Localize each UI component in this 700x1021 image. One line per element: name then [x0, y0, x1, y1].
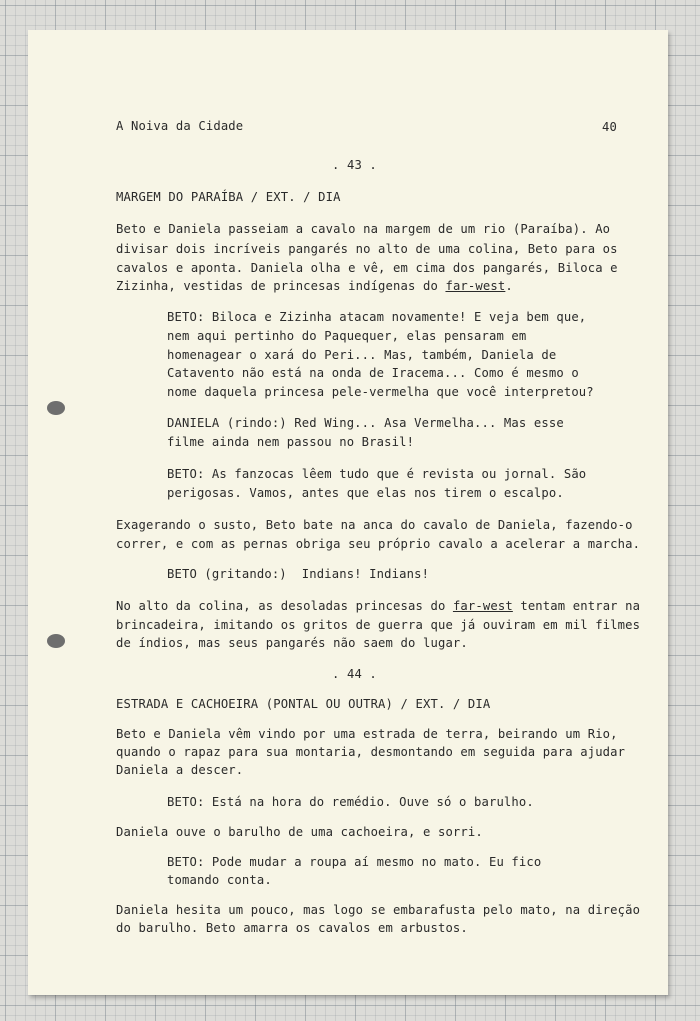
punch-hole — [47, 634, 65, 648]
action-line: Beto e Daniela vêm vindo por uma estrada de terra, beirando um Rio, — [116, 727, 618, 741]
dialogue-line: BETO: As fanzocas lêem tudo que é revista ou jornal. São — [167, 467, 587, 481]
scene-heading: ESTRADA E CACHOEIRA (PONTAL OU OUTRA) / EXT. / DIA — [116, 697, 491, 711]
scene-number: . 43 . — [332, 158, 377, 172]
action-text: Zizinha, vestidas de princesas indígenas do — [116, 279, 446, 293]
dialogue-line: nome daquela princesa pele-vermelha que você interpretou? — [167, 385, 594, 399]
action-text: tentam entrar na — [512, 599, 641, 613]
dialogue-line: BETO: Pode mudar a roupa aí mesmo no mato. Eu fico — [167, 855, 542, 869]
script-page — [28, 30, 668, 995]
action-line: Daniela a descer. — [116, 763, 244, 777]
underlined-term: far-west — [445, 279, 506, 293]
action-line — [116, 599, 640, 613]
action-line: Daniela ouve o barulho de uma cachoeira, e sorri. — [116, 825, 483, 839]
scene-heading: MARGEM DO PARAÍBA / EXT. / DIA — [116, 190, 341, 204]
underlined-term: far-west — [452, 599, 513, 613]
action-text: . — [505, 279, 513, 293]
action-line: Exagerando o susto, Beto bate na anca do cavalo de Daniela, fazendo-o — [116, 518, 633, 532]
action-line: Daniela hesita um pouco, mas logo se embarafusta pelo mato, na direção — [116, 903, 641, 917]
action-line: do barulho. Beto amarra os cavalos em arbustos. — [116, 921, 468, 935]
scene-number: . 44 . — [332, 667, 377, 681]
dialogue-line: homenagear o xará do Peri... Mas, também, Daniela de — [167, 348, 557, 362]
action-line — [116, 279, 513, 293]
page-number: 40 — [602, 120, 617, 134]
dialogue-line: perigosas. Vamos, antes que elas nos tirem o escalpo. — [167, 486, 564, 500]
punch-hole — [47, 401, 65, 415]
dialogue-line: nem aqui pertinho do Paquequer, elas pensaram em — [167, 329, 527, 343]
action-line: de índios, mas seus pangarés não saem do lugar. — [116, 636, 468, 650]
dialogue-line: BETO: Biloca e Zizinha atacam novamente! E veja bem que, — [167, 310, 587, 324]
action-line: correr, e com as pernas obriga seu próprio cavalo a acelerar a marcha. — [116, 537, 641, 551]
dialogue-line: BETO: Está na hora do remédio. Ouve só o barulho. — [167, 795, 534, 809]
dialogue-line: tomando conta. — [167, 873, 272, 887]
dialogue-line: Catavento não está na onda de Iracema... Como é mesmo o — [167, 366, 579, 380]
action-line: divisar dois incríveis pangarés no alto de uma colina, Beto para os — [116, 242, 618, 256]
action-line: Beto e Daniela passeiam a cavalo na margem de um rio (Paraíba). Ao — [116, 222, 611, 236]
action-line: brincadeira, imitando os gritos de guerra que já ouviram em mil filmes — [116, 618, 641, 632]
action-line: quando o rapaz para sua montaria, desmontando em seguida para ajudar — [116, 745, 626, 759]
dialogue-line: DANIELA (rindo:) Red Wing... Asa Vermelha... Mas esse — [167, 416, 564, 430]
script-title: A Noiva da Cidade — [116, 119, 244, 133]
dialogue-line: filme ainda nem passou no Brasil! — [167, 435, 415, 449]
action-text: No alto da colina, as desoladas princesas do — [116, 599, 453, 613]
dialogue-line: BETO (gritando:) Indians! Indians! — [167, 567, 430, 581]
action-line: cavalos e aponta. Daniela olha e vê, em cima dos pangarés, Biloca e — [116, 261, 618, 275]
